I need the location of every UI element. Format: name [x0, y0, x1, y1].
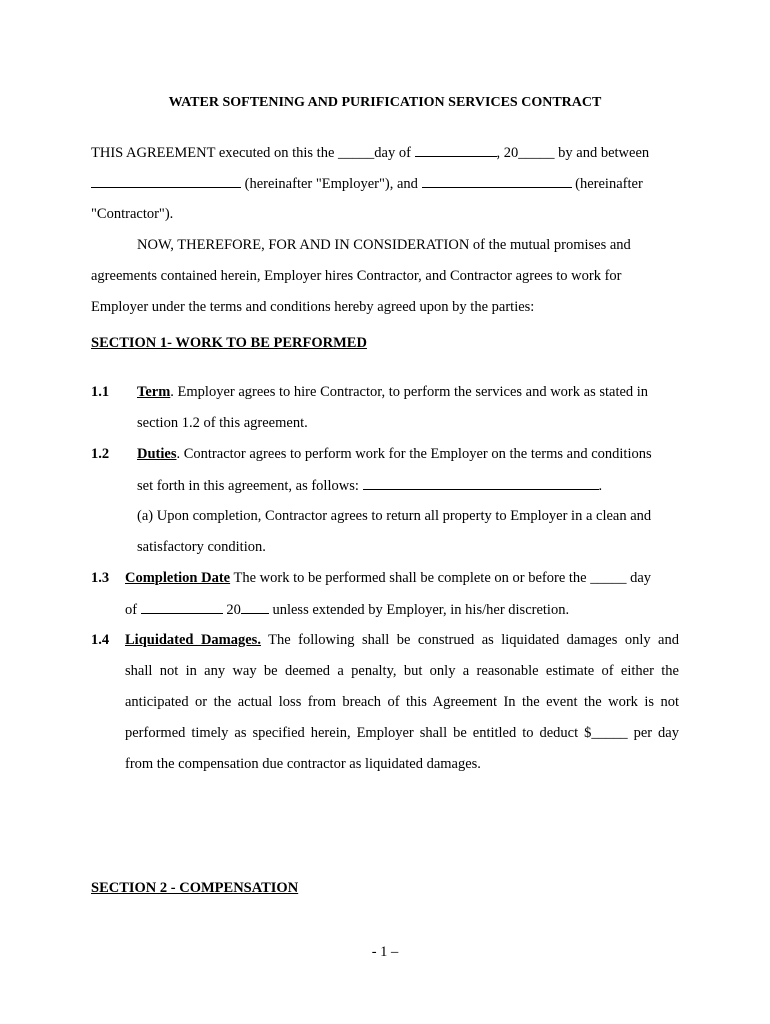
intro-text: (hereinafter "Employer"), and: [241, 176, 422, 192]
clause-text: The work to be performed shall be complete on or before the _____ day: [230, 570, 652, 586]
clause-label: Duties: [137, 446, 177, 462]
employer-name-blank[interactable]: [91, 174, 241, 188]
clause-1-2-line-1: [137, 445, 652, 463]
clause-1-3-line-1: [125, 569, 651, 587]
consideration-line-3: Employer under the terms and conditions hereby agreed upon by the parties:: [91, 299, 535, 315]
intro-line-2: [91, 174, 643, 193]
page-number: - 1 –: [371, 944, 399, 960]
clause-label: Term: [137, 384, 171, 400]
clause-1-3-line-2: [125, 600, 569, 619]
intro-text: (hereinafter: [571, 176, 643, 192]
intro-text: THIS AGREEMENT executed on this the _____day of: [91, 145, 415, 161]
clause-number: 1.4: [91, 632, 110, 648]
consideration-line-1: NOW, THEREFORE, FOR AND IN CONSIDERATION of the mutual promises and: [137, 237, 631, 253]
month-blank[interactable]: [415, 143, 497, 157]
clause-label: Liquidated Damages.: [125, 632, 261, 648]
clause-number: 1.1: [91, 384, 110, 400]
clause-1-2-a-line-1: (a) Upon completion, Contractor agrees to return all property to Employer in a clean and: [137, 508, 652, 524]
clause-1-1-line-2: section 1.2 of this agreement.: [137, 415, 308, 431]
duties-blank[interactable]: [363, 476, 599, 490]
clause-1-4-line-2: shall not in any way be deemed a penalty, but only a reasonable estimate of either the: [125, 663, 679, 679]
clause-1-4-line-5: from the compensation due contractor as liquidated damages.: [125, 756, 481, 772]
completion-month-blank[interactable]: [141, 600, 223, 614]
clause-text: . Contractor agrees to perform work for the Employer on the terms and conditions: [176, 446, 652, 462]
section-1-heading: SECTION 1- WORK TO BE PERFORMED: [91, 335, 367, 351]
consideration-line-2: agreements contained herein, Employer hires Contractor, and Contractor agrees to work for: [91, 268, 622, 284]
intro-text: , 20_____ by and between: [496, 145, 650, 161]
clause-text: of: [125, 602, 141, 618]
clause-1-2-line-2: [137, 476, 602, 495]
clause-text: The following shall be construed as liquidated damages only and: [260, 632, 679, 648]
clause-text: unless extended by Employer, in his/her discretion.: [268, 602, 570, 618]
clause-1-2-a-line-2: satisfactory condition.: [137, 539, 266, 555]
clause-text: set forth in this agreement, as follows:: [137, 478, 363, 494]
clause-label: Completion Date: [125, 570, 231, 586]
clause-number: 1.3: [91, 570, 110, 586]
clause-1-4-line-1: [125, 631, 679, 649]
document-title: WATER SOFTENING AND PURIFICATION SERVICES CONTRACT: [168, 95, 602, 110]
clause-text: . Employer agrees to hire Contractor, to perform the services and work as stated in: [170, 384, 649, 400]
clause-text: .: [598, 478, 603, 494]
clause-number: 1.2: [91, 446, 110, 462]
contractor-name-blank[interactable]: [422, 174, 572, 188]
completion-year-blank[interactable]: [241, 600, 269, 614]
clause-1-1-line-1: [137, 383, 648, 401]
intro-line-3: "Contractor").: [91, 206, 174, 222]
section-2-heading: SECTION 2 - COMPENSATION: [91, 880, 299, 896]
clause-1-4-line-4: performed timely as specified herein, Employer shall be entitled to deduct $_____ per day: [125, 725, 679, 741]
intro-line-1: [91, 143, 649, 162]
clause-1-4-line-3: anticipated or the actual loss from breach of this Agreement In the event the work is not: [125, 694, 679, 710]
clause-text: 20: [222, 602, 241, 618]
